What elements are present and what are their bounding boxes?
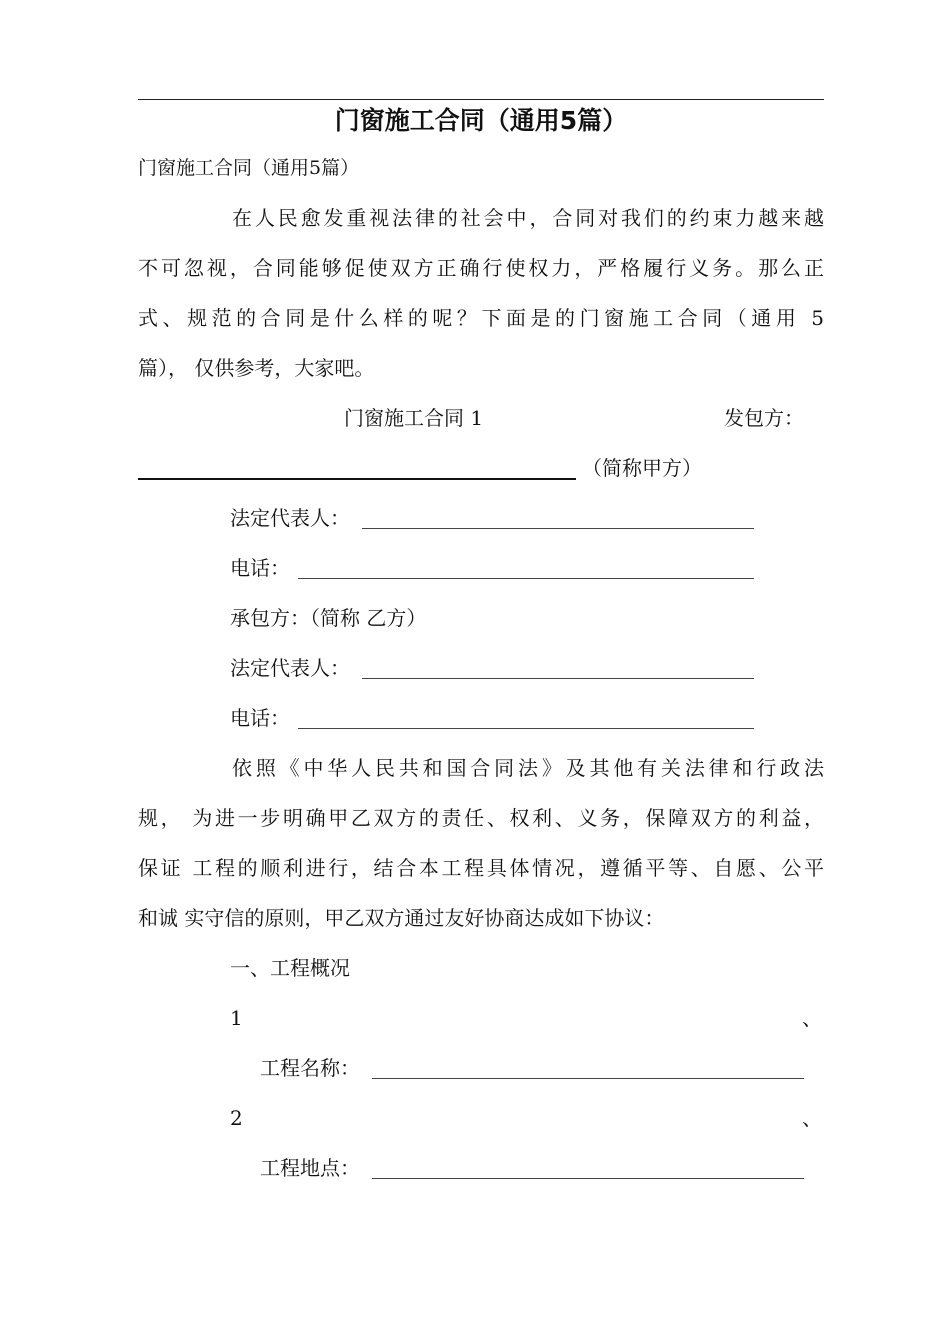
- intro-line-4: 篇）， 仅供参考，大家吧。: [138, 356, 375, 380]
- legal-rep-1-blank: [362, 528, 754, 529]
- contract-heading: 门窗施工合同 1: [344, 406, 484, 430]
- document-subtitle: 门窗施工合同（通用5篇）: [138, 157, 360, 179]
- party-a-short: （简称甲方）: [582, 456, 702, 480]
- phone-2-blank: [298, 728, 754, 729]
- intro-line-1: 在人民愈发重视法律的社会中，合同对我们的约束力越来越: [232, 206, 824, 230]
- document-title: 门窗施工合同（通用5篇）: [334, 106, 628, 135]
- intro-line-3: 式、规范的合同是什么样的呢？下面是的门窗施工合同（通用 5: [138, 306, 824, 330]
- phone-1-blank: [298, 578, 754, 579]
- basis-line-2: 规， 为进一步明确甲乙双方的责任、权利、义务，保障双方的利益，: [138, 806, 824, 830]
- header-rule: [138, 99, 824, 100]
- party-b-label: 承包方：（简称 乙方）: [230, 606, 427, 630]
- basis-line-4: 和诚 实守信的原则，甲乙双方通过友好协商达成如下协议：: [138, 906, 665, 930]
- project-location-label: 工程地点：: [260, 1156, 360, 1180]
- phone-1-label: 电话：: [230, 556, 290, 580]
- party-a-blank: [138, 478, 576, 480]
- party-a-label: 发包方：: [724, 406, 804, 430]
- basis-line-1: 依照《中华人民共和国合同法》及其他有关法律和行政法: [232, 756, 824, 780]
- project-name-blank: [372, 1078, 804, 1079]
- phone-2-label: 电话：: [230, 706, 290, 730]
- legal-rep-2-blank: [362, 678, 754, 679]
- basis-line-3: 保证 工程的顺利进行，结合本工程具体情况，遵循平等、自愿、公平: [138, 856, 824, 880]
- item-2-number: 2: [230, 1106, 243, 1130]
- project-name-label: 工程名称：: [260, 1056, 360, 1080]
- item-2-mark: 、: [802, 1106, 822, 1130]
- item-1-number: 1: [230, 1006, 243, 1030]
- legal-rep-1-label: 法定代表人：: [230, 506, 350, 530]
- item-1-mark: 、: [802, 1006, 822, 1030]
- intro-line-2: 不可忽视，合同能够促使双方正确行使权力，严格履行义务。那么正: [138, 256, 824, 280]
- project-location-blank: [372, 1178, 804, 1179]
- legal-rep-2-label: 法定代表人：: [230, 656, 350, 680]
- section-1-heading: 一、工程概况: [230, 956, 350, 980]
